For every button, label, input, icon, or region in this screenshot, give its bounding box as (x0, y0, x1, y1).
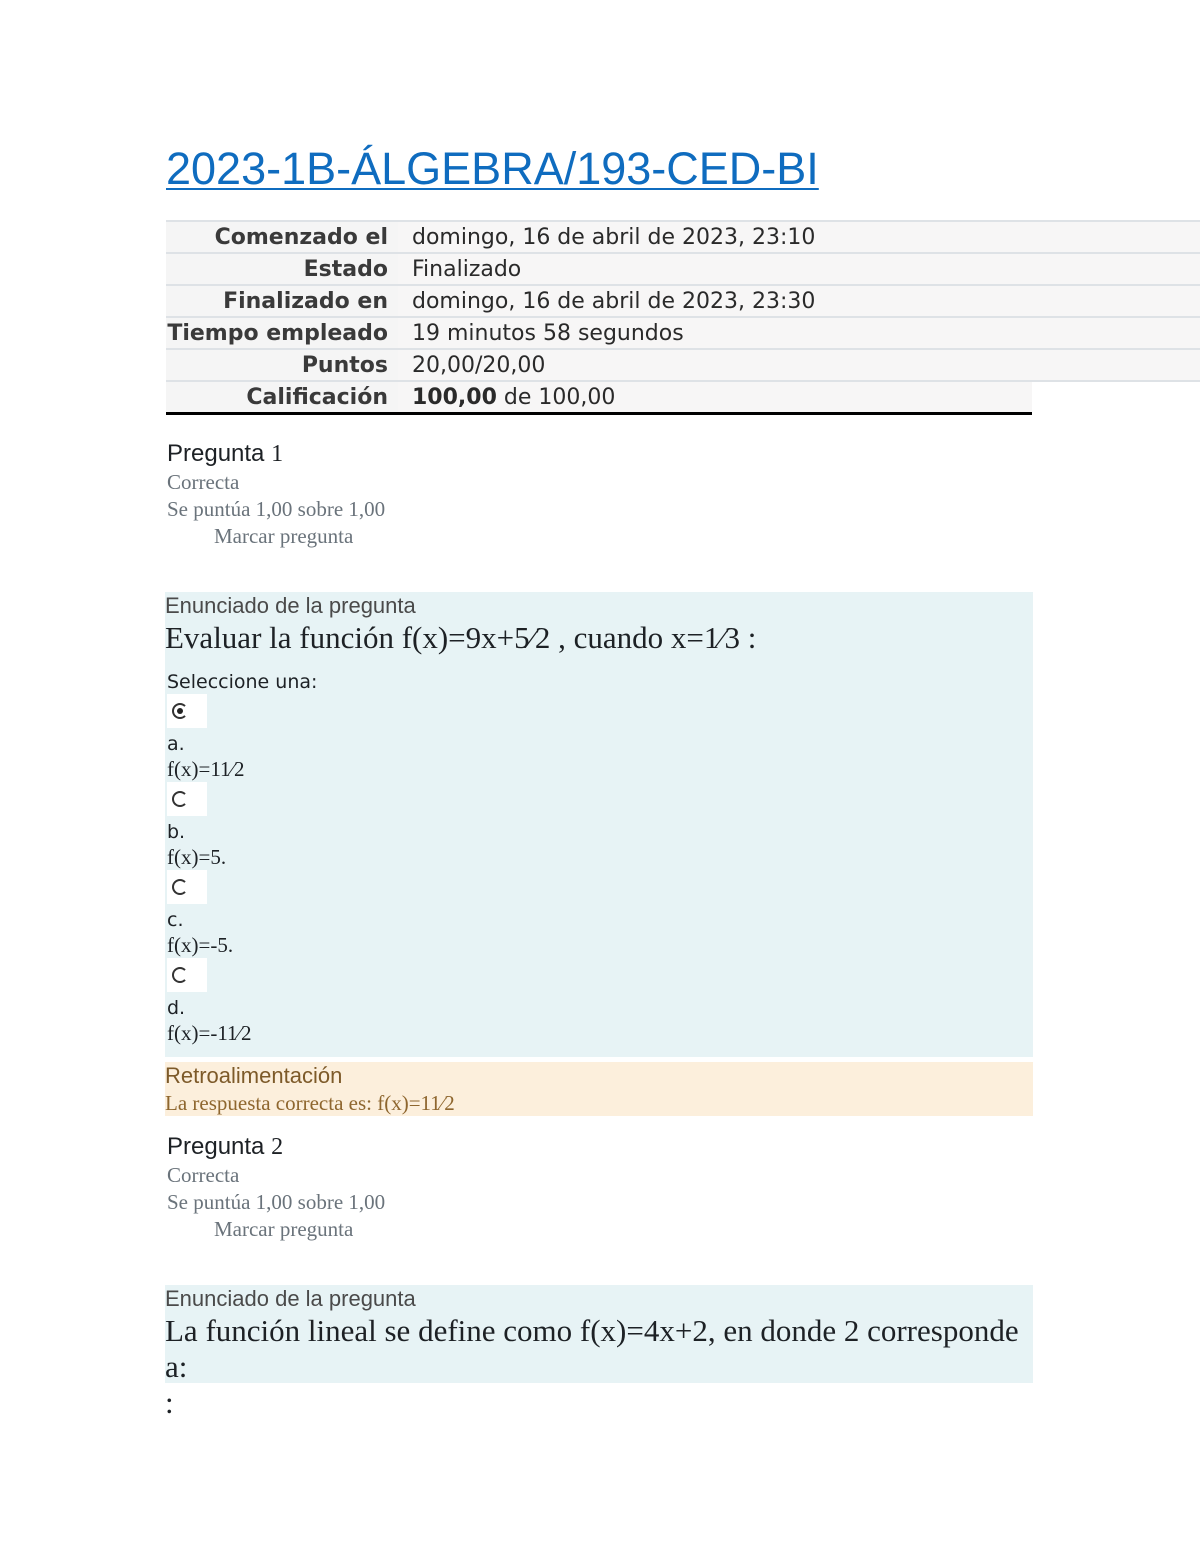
question-statement-label: Enunciado de la pregunta (165, 593, 416, 618)
summary-label: Puntos (301, 353, 388, 378)
question-2-text-continuation: : (165, 1385, 174, 1420)
summary-value: 19 minutos 58 segundos (398, 318, 1200, 348)
summary-row-state (166, 254, 1200, 286)
question-1-text: Evaluar la función f(x)=9x+5⁄2 , cuando x=1⁄3 : (165, 620, 757, 655)
question-1-info (167, 439, 385, 550)
radio-box[interactable] (167, 782, 207, 816)
answer-option-d[interactable] (165, 958, 1033, 1046)
option-letter: d. (167, 997, 186, 1019)
question-1-status: Correcta (167, 470, 240, 494)
summary-label: Estado (303, 257, 388, 282)
summary-value: Finalizado (398, 254, 1200, 284)
summary-value: domingo, 16 de abril de 2023, 23:30 (398, 286, 1200, 316)
summary-row-finished (166, 286, 1200, 318)
radio-unchecked-icon[interactable] (172, 879, 188, 895)
summary-label: Finalizado en (223, 289, 388, 314)
radio-box[interactable] (167, 694, 207, 728)
answer-option-a[interactable] (165, 694, 1033, 782)
question-1-feedback (165, 1062, 1033, 1116)
option-letter: a. (167, 733, 185, 755)
summary-label: Tiempo empleado (167, 321, 388, 346)
summary-row-points (166, 350, 1200, 382)
radio-checked-icon[interactable] (172, 703, 188, 719)
radio-unchecked-icon[interactable] (172, 791, 188, 807)
grade-value: 100,00 (412, 385, 497, 410)
question-1-flag-link[interactable]: Marcar pregunta (214, 524, 354, 548)
radio-unchecked-icon[interactable] (172, 967, 188, 983)
option-value: f(x)=5. (167, 845, 227, 869)
answer-option-b[interactable] (165, 782, 1033, 870)
radio-box[interactable] (167, 958, 207, 992)
feedback-text: La respuesta correcta es: f(x)=11⁄2 (165, 1091, 455, 1115)
question-2-content (165, 1285, 1033, 1420)
question-2-info (167, 1132, 385, 1243)
grade-max: de 100,00 (496, 385, 616, 410)
question-2-flag-link[interactable]: Marcar pregunta (214, 1217, 354, 1241)
option-letter: c. (167, 909, 184, 931)
question-number: 1 (271, 441, 284, 467)
question-word: Pregunta (167, 1133, 265, 1160)
option-value: f(x)=11⁄2 (167, 757, 245, 781)
question-2-title (167, 1132, 385, 1162)
radio-box[interactable] (167, 870, 207, 904)
question-1-score: Se puntúa 1,00 sobre 1,00 (167, 497, 386, 521)
question-1-content (165, 592, 1033, 1057)
attempt-summary-table (166, 220, 1200, 415)
question-statement-label: Enunciado de la pregunta (165, 1286, 416, 1311)
summary-label: Comenzado el (214, 225, 388, 250)
question-2-score: Se puntúa 1,00 sobre 1,00 (167, 1190, 386, 1214)
select-one-label: Seleccione una: (167, 671, 318, 693)
option-value: f(x)=-11⁄2 (167, 1021, 252, 1045)
question-number: 2 (271, 1134, 284, 1160)
summary-row-grade (166, 382, 1032, 415)
question-2-status: Correcta (167, 1163, 240, 1187)
summary-row-time-taken (166, 318, 1200, 350)
summary-row-started (166, 222, 1200, 254)
question-word: Pregunta (167, 440, 265, 467)
question-1-title (167, 439, 385, 469)
summary-value: domingo, 16 de abril de 2023, 23:10 (398, 222, 1200, 252)
feedback-label: Retroalimentación (165, 1063, 343, 1088)
summary-value: 20,00/20,00 (398, 350, 1200, 380)
option-value: f(x)=-5. (167, 933, 234, 957)
course-title-link[interactable]: 2023-1B-ÁLGEBRA/193-CED-BI (166, 143, 819, 194)
question-2-text: La función lineal se define como f(x)=4x+2, en donde 2 corresponde a: (165, 1313, 1019, 1384)
option-letter: b. (167, 821, 186, 843)
summary-label: Calificación (246, 385, 388, 410)
answer-option-c[interactable] (165, 870, 1033, 958)
summary-value (398, 382, 1032, 412)
